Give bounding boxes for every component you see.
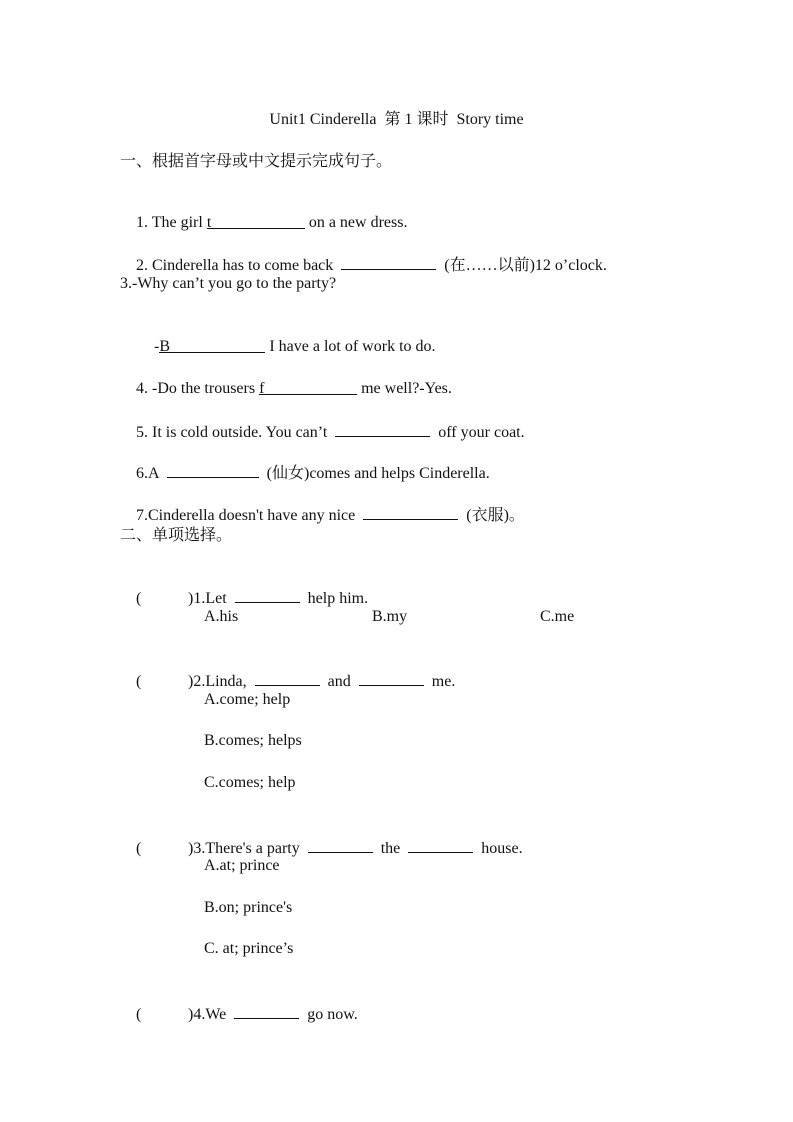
section2-heading: 二、单项选择。 bbox=[120, 527, 233, 544]
q3-dash: - bbox=[154, 338, 160, 355]
mc1-stem-rest: help him. bbox=[307, 590, 369, 607]
q4-blank[interactable] bbox=[259, 378, 357, 395]
question-3-ask: 3.-Why can’t you go to the party? bbox=[120, 275, 337, 292]
mc-question-4 bbox=[120, 980, 358, 1048]
q6-text-before: 6.A bbox=[136, 465, 159, 482]
mc2-stem-mid: and bbox=[327, 673, 351, 690]
q2-text-before: 2. Cinderella has to come back bbox=[136, 257, 334, 274]
mc1-option-b[interactable]: B.my bbox=[372, 608, 408, 625]
mc3-blank-2[interactable] bbox=[408, 836, 473, 853]
q3-text-after: I have a lot of work to do. bbox=[265, 338, 436, 355]
mc2-option-b[interactable]: B.comes; helps bbox=[204, 732, 302, 749]
q1-text-before: 1. The girl bbox=[136, 214, 207, 231]
mc2-option-c[interactable]: C.comes; help bbox=[204, 774, 296, 791]
mc4-stem-rest: go now. bbox=[307, 1006, 358, 1023]
q6-text-after: (仙女)comes and helps Cinderella. bbox=[266, 465, 490, 482]
q2-blank[interactable] bbox=[341, 253, 436, 270]
q2-text-after: (在……以前)12 o’clock. bbox=[444, 257, 607, 274]
q5-text-before: 5. It is cold outside. You can’t bbox=[136, 424, 328, 441]
mc-question-3 bbox=[120, 814, 523, 882]
q7-text-before: 7.Cinderella doesn't have any nice bbox=[136, 507, 356, 524]
mc1-blank[interactable] bbox=[235, 586, 300, 603]
mc4-stem: )4.We bbox=[188, 1006, 227, 1023]
mc1-answer-bracket[interactable]: ( bbox=[136, 590, 142, 607]
mc4-blank[interactable] bbox=[234, 1002, 299, 1019]
q5-text-after: off your coat. bbox=[438, 424, 525, 441]
q1-text-after: on a new dress. bbox=[304, 214, 408, 231]
mc3-stem-mid: the bbox=[380, 840, 401, 857]
mc2-stem: )2.Linda, bbox=[188, 673, 247, 690]
mc3-blank-1[interactable] bbox=[308, 836, 373, 853]
mc2-blank-2[interactable] bbox=[359, 669, 424, 686]
mc3-option-a[interactable]: A.at; prince bbox=[204, 857, 280, 874]
q1-blank[interactable] bbox=[207, 212, 305, 229]
mc-question-1 bbox=[120, 564, 368, 632]
mc2-blank-1[interactable] bbox=[255, 669, 320, 686]
mc3-option-c[interactable]: C. at; prince’s bbox=[204, 940, 294, 957]
mc2-answer-bracket[interactable]: ( bbox=[136, 673, 142, 690]
q7-text-after: (衣服)。 bbox=[466, 507, 525, 524]
page-title: Unit1 Cinderella 第 1 课时 Story time bbox=[269, 111, 524, 128]
q4-text-before: 4. -Do the trousers bbox=[136, 380, 260, 397]
section1-heading: 一、根据首字母或中文提示完成句子。 bbox=[120, 153, 393, 170]
mc1-option-a[interactable]: A.his bbox=[204, 608, 239, 625]
q6-blank[interactable] bbox=[167, 461, 259, 478]
q7-blank[interactable] bbox=[363, 503, 458, 520]
mc1-option-c[interactable]: C.me bbox=[540, 608, 575, 625]
mc3-option-b[interactable]: B.on; prince's bbox=[204, 899, 293, 916]
mc2-option-a[interactable]: A.come; help bbox=[204, 691, 291, 708]
mc4-answer-bracket[interactable]: ( bbox=[136, 1006, 142, 1023]
q3-blank[interactable] bbox=[159, 336, 265, 353]
q3-hint-letter: B bbox=[159, 338, 170, 355]
q4-text-after: me well?-Yes. bbox=[357, 380, 452, 397]
mc3-stem-rest: house. bbox=[481, 840, 523, 857]
q5-blank[interactable] bbox=[335, 420, 430, 437]
q1-hint-letter: t bbox=[206, 214, 212, 231]
mc3-stem: )3.There's a party bbox=[188, 840, 300, 857]
q4-hint-letter: f bbox=[259, 380, 265, 397]
mc3-answer-bracket[interactable]: ( bbox=[136, 840, 142, 857]
mc2-stem-rest: me. bbox=[431, 673, 456, 690]
mc1-stem: )1.Let bbox=[188, 590, 227, 607]
